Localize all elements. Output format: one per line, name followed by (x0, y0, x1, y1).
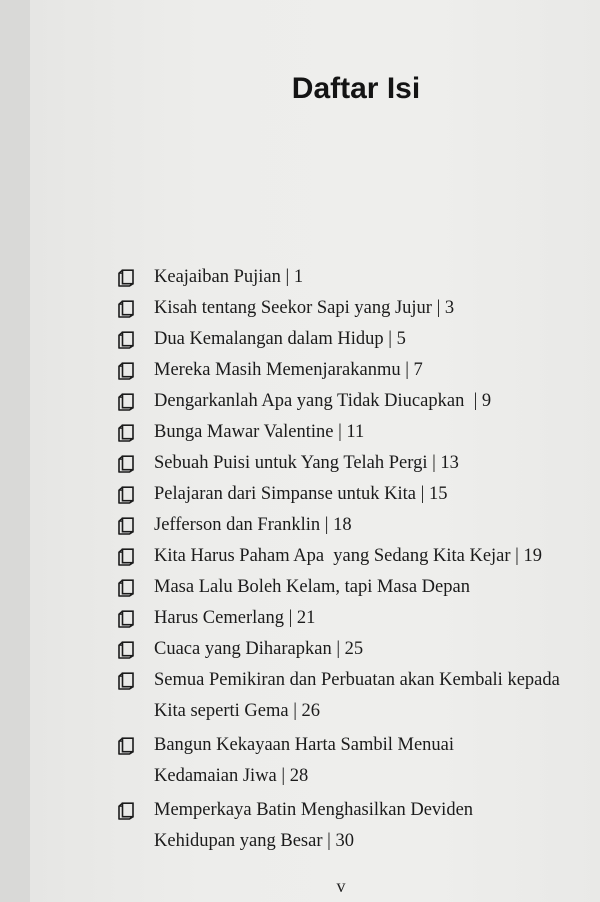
toc-entry (117, 417, 600, 448)
toc-entry-line: Keajaiban Pujian | 1 (154, 267, 304, 287)
book-icon (117, 579, 135, 597)
toc-entry-line: Kita Harus Paham Apa yang Sedang Kita Kejar | 19 (154, 546, 542, 566)
toc-entry-line: Bangun Kekayaan Harta Sambil Menuai (154, 735, 455, 755)
toc-entry-text (154, 417, 600, 448)
toc-entry-line: Harus Cemerlang | 21 (154, 608, 316, 628)
toc-entry-text (154, 730, 600, 792)
toc-entry (117, 665, 600, 727)
toc-entry-line: Kehidupan yang Besar | 30 (154, 831, 354, 851)
toc-entry (117, 730, 600, 792)
book-icon (117, 331, 135, 349)
book-icon (117, 424, 135, 442)
toc-entry (117, 603, 600, 634)
toc-entry-line: Kedamaian Jiwa | 28 (154, 766, 309, 786)
book-icon (117, 300, 135, 318)
toc-entry-line: Kita seperti Gema | 26 (154, 701, 321, 721)
page-number: v (336, 876, 346, 896)
toc-entry (117, 541, 600, 572)
toc-entry-text (154, 603, 600, 634)
toc-entry-text (154, 541, 600, 572)
toc-entry (117, 572, 600, 603)
toc-entry-text (154, 665, 600, 727)
toc-entry (117, 262, 600, 293)
toc-entry-line: Masa Lalu Boleh Kelam, tapi Masa Depan (154, 577, 470, 597)
toc-entry-line: Sebuah Puisi untuk Yang Telah Pergi | 13 (154, 453, 459, 473)
toc-entry-text (154, 479, 600, 510)
toc-entry (117, 448, 600, 479)
toc-entry-text (154, 324, 600, 355)
toc-entry (117, 293, 600, 324)
toc-entry (117, 510, 600, 541)
toc-entry-text (154, 293, 600, 324)
toc-entry-text (154, 634, 600, 665)
toc-entry-line: Semua Pemikiran dan Perbuatan akan Kembali kepada (154, 670, 560, 690)
toc-entry-line: Cuaca yang Diharapkan | 25 (154, 639, 364, 659)
book-icon (117, 548, 135, 566)
book-icon (117, 486, 135, 504)
toc-entry-line: Pelajaran dari Simpanse untuk Kita | 15 (154, 484, 448, 504)
book-icon (117, 362, 135, 380)
toc-entry (117, 634, 600, 665)
toc-entry-line: Dengarkanlah Apa yang Tidak Diucapkan | 9 (154, 391, 492, 411)
toc-entry-text (154, 510, 600, 541)
toc-entry-text (154, 355, 600, 386)
book-icon (117, 455, 135, 473)
toc-entry (117, 355, 600, 386)
book-icon (117, 737, 135, 755)
toc-entry-line: Kisah tentang Seekor Sapi yang Jujur | 3 (154, 298, 455, 318)
toc-entry-text (154, 795, 600, 857)
table-of-contents (117, 262, 600, 860)
book-icon (117, 672, 135, 690)
toc-entry-text (154, 448, 600, 479)
toc-entry-line: Jefferson dan Franklin | 18 (154, 515, 352, 535)
toc-entry-line: Mereka Masih Memenjarakanmu | 7 (154, 360, 423, 380)
book-icon (117, 517, 135, 535)
book-icon (117, 641, 135, 659)
toc-entry (117, 479, 600, 510)
toc-entry (117, 324, 600, 355)
toc-entry-line: Memperkaya Batin Menghasilkan Deviden (154, 800, 474, 820)
toc-entry-text (154, 572, 600, 603)
toc-entry-line: Bunga Mawar Valentine | 11 (154, 422, 365, 442)
toc-entry-text (154, 262, 600, 293)
toc-entry (117, 386, 600, 417)
toc-entry-text (154, 386, 600, 417)
toc-entry-line: Dua Kemalangan dalam Hidup | 5 (154, 329, 406, 349)
book-page (30, 0, 600, 902)
book-icon (117, 802, 135, 820)
book-icon (117, 269, 135, 287)
book-icon (117, 610, 135, 628)
page-title: Daftar Isi (291, 72, 421, 105)
toc-entry (117, 795, 600, 857)
book-icon (117, 393, 135, 411)
